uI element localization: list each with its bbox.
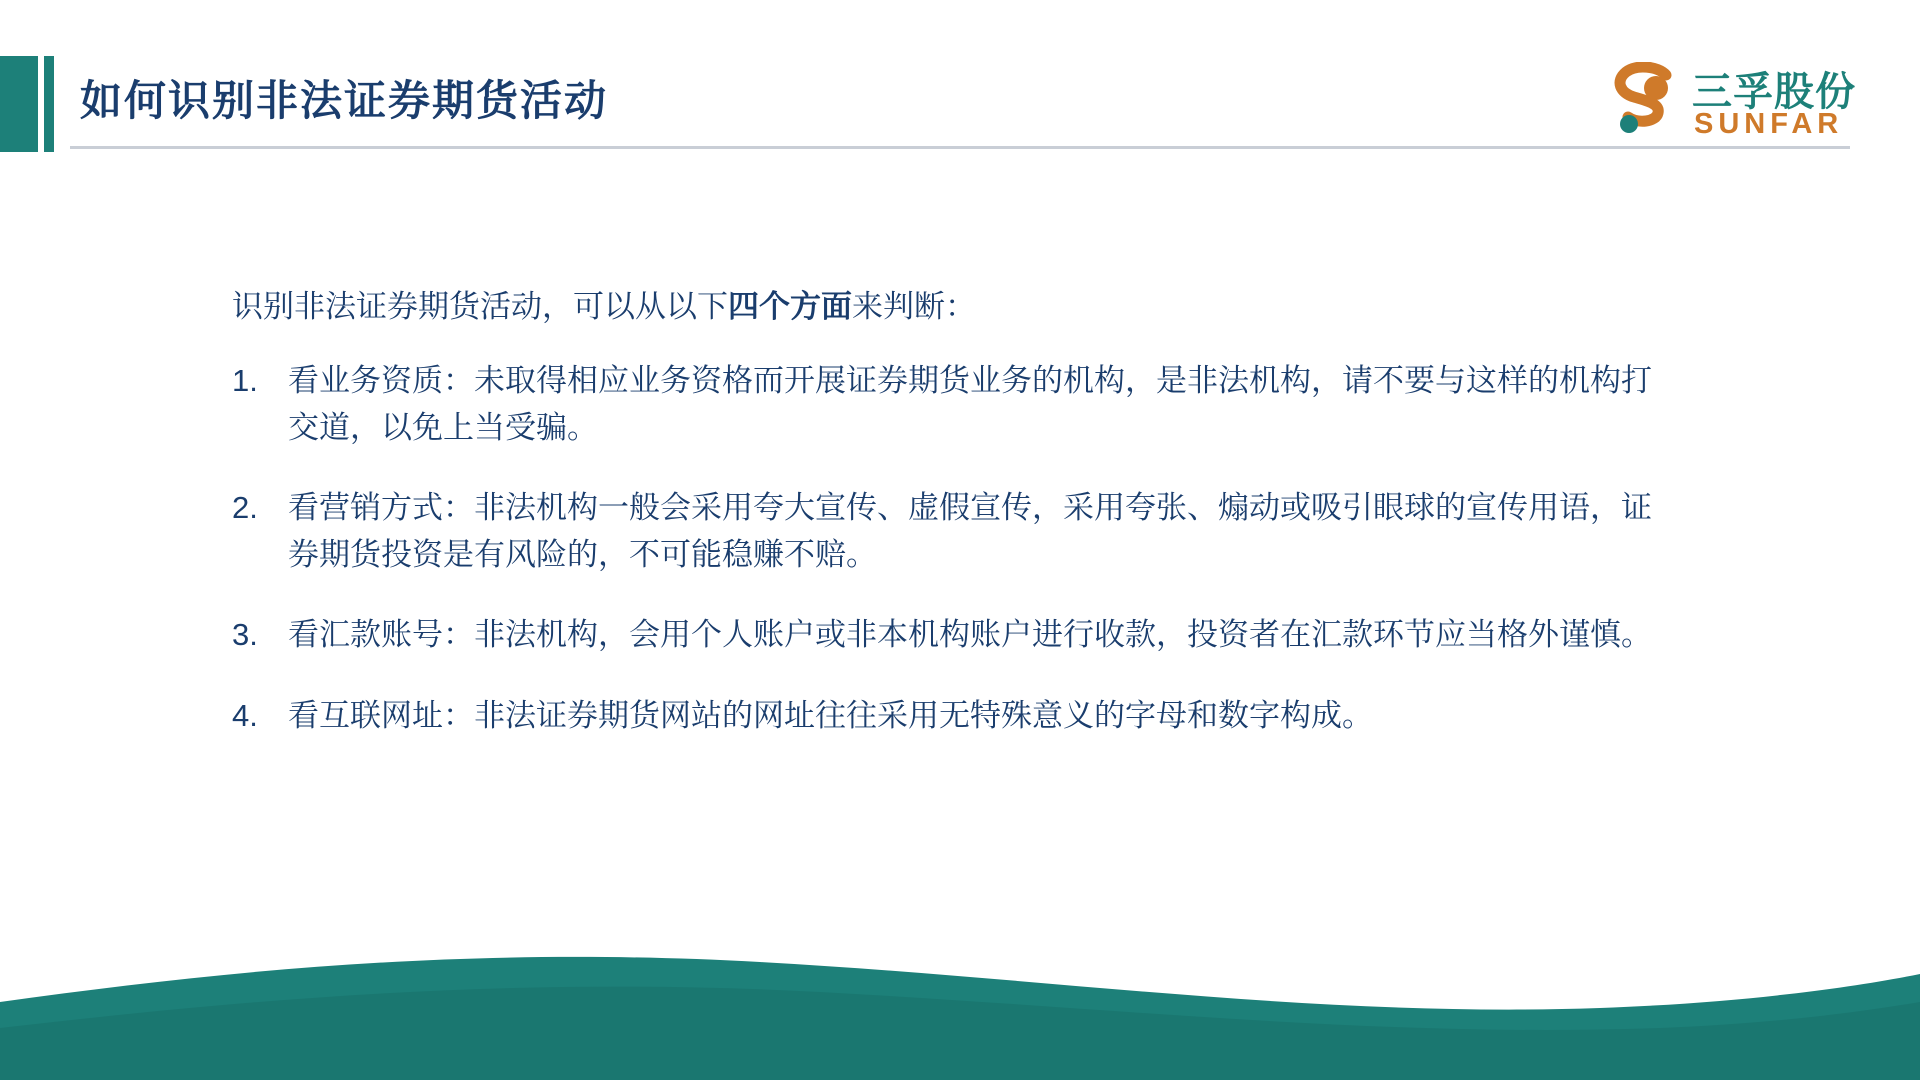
lead-suffix: 来判断： xyxy=(852,289,976,324)
header-accent-bar-secondary xyxy=(44,56,54,152)
logo-name-cn: 三孚股份 xyxy=(1692,70,1856,114)
list-item xyxy=(232,693,1652,740)
sunfar-s-mark-icon xyxy=(1608,62,1686,136)
footer-wave-decoration xyxy=(0,910,1920,1080)
lead-strong: 四个方面 xyxy=(728,289,852,324)
slide-body xyxy=(232,285,1652,773)
list-item-number: 3. xyxy=(232,617,258,653)
list-item-text: 看互联网址：非法证券期货网站的网址往往采用无特殊意义的字母和数字构成。 xyxy=(288,697,1373,733)
list-item-text: 看营销方式：非法机构一般会采用夸大宣传、虚假宣传，采用夸张、煽动或吸引眼球的宣传用语，证券期货投资是有风险的，不可能稳赚不赔。 xyxy=(288,490,1652,572)
lead-paragraph xyxy=(232,285,1652,328)
lead-prefix: 识别非法证券期货活动，可以从以下 xyxy=(232,289,728,324)
list-item-number: 4. xyxy=(232,697,258,733)
company-logo xyxy=(1608,60,1856,152)
list-item-text: 看业务资质：未取得相应业务资格而开展证券期货业务的机构，是非法机构，请不要与这样的机构打交道，以免上当受骗。 xyxy=(288,363,1652,445)
header-divider xyxy=(70,146,1850,149)
logo-name-en: SUNFAR xyxy=(1694,108,1844,140)
list-item-text: 看汇款账号：非法机构，会用个人账户或非本机构账户进行收款，投资者在汇款环节应当格外谨慎。 xyxy=(288,617,1652,653)
header-accent-bar-primary xyxy=(0,56,38,152)
page-title: 如何识别非法证券期货活动 xyxy=(80,77,609,124)
list-item-number: 2. xyxy=(232,490,258,526)
list-item xyxy=(232,358,1652,451)
list-item xyxy=(232,612,1652,659)
list-item xyxy=(232,485,1652,578)
list-item-number: 1. xyxy=(232,363,258,399)
